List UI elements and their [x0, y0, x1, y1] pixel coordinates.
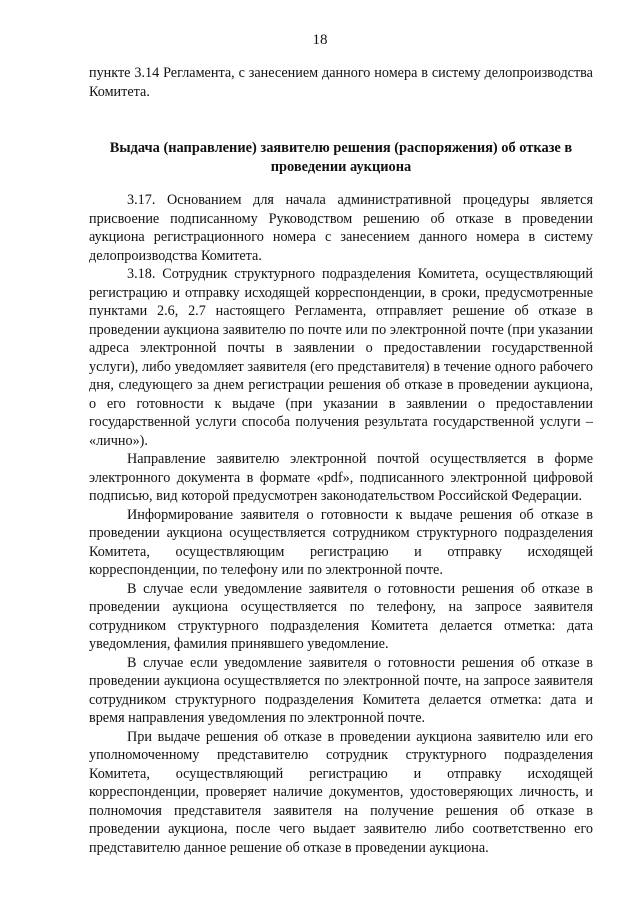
document-body: [89, 64, 593, 857]
section-heading: Выдача (направление) заявителю решения (распоряжения) об отказе в проведении аукциона: [109, 140, 573, 175]
paragraph-email-notice: В случае если уведомление заявителя о готовности решения об отказе в проведении аукциона осуществляется по электронной почте, на запросе заявителя сотрудником структурного подразделения Комитета делается отметка: дата и время направления уведомления по электронной почте.: [89, 654, 593, 726]
paragraph-issuance: При выдаче решения об отказе в проведении аукциона заявителю или его уполномоченному представителю сотрудник структурного подразделения Комитета, осуществляющий регистрацию и отправку исходящей корреспонденции, проверяет наличие документов, удостоверяющих личность, и полномочия представителя заявителя на получение решения об отказе в проведении аукциона, после чего выдает заявителю либо соответственно его представителю данное решение об отказе в проведении аукциона.: [89, 728, 593, 856]
paragraph-3-18: 3.18. Сотрудник структурного подразделения Комитета, осуществляющий регистрацию и отправку исходящей корреспонденции, в сроки, предусмотренные пунктами 2.6, 2.7 настоящего Регламента, отправляет решение об отказе в проведении аукциона заявителю по почте или по электронной почте (при указании адреса электронной почты в заявлении о предоставлении государственной услуги), либо уведомляет заявителя (его представителя) в течение одного рабочего дня, следующего за днем регистрации решения об отказе в проведении аукциона, о его готовности к выдаче (при указании в заявлении о предоставлении государственной услуги способа получения результата государственной услуги – «лично»).: [89, 266, 593, 449]
paragraph-email-delivery: Направление заявителю электронной почтой осуществляется в форме электронного документа в формате «pdf», подписанного электронной цифровой подписью, вид которой предусмотрен законодательством Российской Федерации.: [89, 451, 593, 504]
page-number: 18: [312, 32, 328, 48]
intro-paragraph: пункте 3.14 Регламента, с занесением данного номера в систему делопроизводства Комитета.: [89, 65, 593, 100]
paragraph-notification: Информирование заявителя о готовности к выдаче решения об отказе в проведении аукциона осуществляется сотрудником структурного подразделения Комитета, осуществляющим регистрацию и отправку исходящей корреспонденции, по телефону или по электронной почте.: [89, 506, 593, 578]
paragraph-3-17: 3.17. Основанием для начала административной процедуры является присвоение подписанному Руководством решению об отказе в проведении аукциона регистрационного номера с занесением данного номера в систему делопроизводства Комитета.: [89, 192, 593, 264]
paragraph-phone-notice: В случае если уведомление заявителя о готовности решения об отказе в проведении аукциона осуществляется по телефону, на запросе заявителя сотрудником структурного подразделения Комитета делается отметка: дата уведомления, фамилия принявшего уведомление.: [89, 580, 593, 652]
